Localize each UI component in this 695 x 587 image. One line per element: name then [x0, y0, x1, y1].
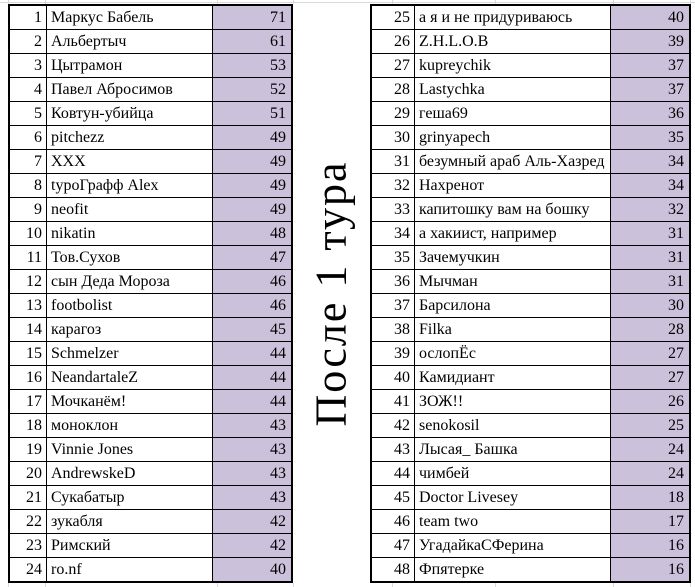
rank-cell[interactable]: 16: [10, 366, 47, 389]
score-cell[interactable]: 42: [213, 534, 291, 557]
table-row: [372, 150, 689, 174]
rank-cell[interactable]: 29: [372, 102, 415, 125]
name-cell[interactable]: чимбей: [415, 462, 611, 485]
rank-cell[interactable]: 4: [10, 78, 47, 101]
score-cell[interactable]: 27: [611, 366, 689, 389]
rank-cell[interactable]: 8: [10, 174, 47, 197]
name-cell[interactable]: Фпятерке: [415, 558, 611, 581]
table-row: [372, 534, 689, 558]
score-cell[interactable]: 31: [611, 270, 689, 293]
score-cell[interactable]: 49: [213, 198, 291, 221]
name-cell[interactable]: Римский: [47, 534, 213, 557]
score-cell[interactable]: 43: [213, 462, 291, 485]
round-title: После 1 тура: [307, 160, 357, 427]
rank-cell[interactable]: 18: [10, 414, 47, 437]
name-cell[interactable]: Vinnie Jones: [47, 438, 213, 461]
name-cell[interactable]: senokosil: [415, 414, 611, 437]
rank-cell[interactable]: 10: [10, 222, 47, 245]
score-cell[interactable]: 71: [213, 6, 291, 29]
name-cell[interactable]: NeandartaleZ: [47, 366, 213, 389]
table-row: [372, 390, 689, 414]
rank-cell[interactable]: 27: [372, 54, 415, 77]
table-row: [10, 558, 291, 581]
rank-cell[interactable]: 14: [10, 318, 47, 341]
table-row: [372, 510, 689, 534]
gridline: [0, 2, 695, 3]
table-row: [10, 294, 291, 318]
rank-cell[interactable]: 24: [10, 558, 47, 581]
score-cell[interactable]: 53: [213, 54, 291, 77]
name-cell[interactable]: Lastychka: [415, 78, 611, 101]
name-cell[interactable]: Барсилона: [415, 294, 611, 317]
name-cell[interactable]: XXX: [47, 150, 213, 173]
table-row: [10, 198, 291, 222]
score-cell[interactable]: 46: [213, 294, 291, 317]
name-cell[interactable]: УгадайкаСФерина: [415, 534, 611, 557]
table-row: [10, 246, 291, 270]
rank-cell[interactable]: 17: [10, 390, 47, 413]
score-cell[interactable]: 44: [213, 390, 291, 413]
rank-cell[interactable]: 21: [10, 486, 47, 509]
table-row: [372, 414, 689, 438]
name-cell[interactable]: nikatin: [47, 222, 213, 245]
name-cell[interactable]: Тов.Сухов: [47, 246, 213, 269]
table-row: [10, 342, 291, 366]
rank-cell[interactable]: 25: [372, 6, 415, 29]
name-cell[interactable]: Сукабатыр: [47, 486, 213, 509]
name-cell[interactable]: безумный араб Аль-Хазред: [415, 150, 611, 173]
name-cell[interactable]: Doctor Livesey: [415, 486, 611, 509]
rank-cell[interactable]: 47: [372, 534, 415, 557]
name-cell[interactable]: Ковтун-убийца: [47, 102, 213, 125]
name-cell[interactable]: ослопЁс: [415, 342, 611, 365]
rank-cell[interactable]: 43: [372, 438, 415, 461]
score-cell[interactable]: 45: [213, 318, 291, 341]
name-cell[interactable]: ro.nf: [47, 558, 213, 581]
score-cell[interactable]: 47: [213, 246, 291, 269]
table-row: [372, 126, 689, 150]
table-row: [10, 6, 291, 30]
table-row: [10, 30, 291, 54]
table-row: [372, 198, 689, 222]
rank-cell[interactable]: 26: [372, 30, 415, 53]
score-cell[interactable]: 40: [213, 558, 291, 581]
name-cell[interactable]: а хакиист, например: [415, 222, 611, 245]
score-cell[interactable]: 27: [611, 342, 689, 365]
rank-cell[interactable]: 40: [372, 366, 415, 389]
rank-cell[interactable]: 23: [10, 534, 47, 557]
rank-cell[interactable]: 36: [372, 270, 415, 293]
name-cell[interactable]: Альбертыч: [47, 30, 213, 53]
score-cell[interactable]: 28: [611, 318, 689, 341]
table-row: [372, 342, 689, 366]
rank-cell[interactable]: 44: [372, 462, 415, 485]
score-cell[interactable]: 39: [611, 30, 689, 53]
table-row: [10, 534, 291, 558]
name-cell[interactable]: AndrewskeD: [47, 462, 213, 485]
rank-cell[interactable]: 41: [372, 390, 415, 413]
score-cell[interactable]: 48: [213, 222, 291, 245]
rank-cell[interactable]: 33: [372, 198, 415, 221]
table-row: [372, 6, 689, 30]
name-cell[interactable]: Мочканём!: [47, 390, 213, 413]
table-row: [372, 486, 689, 510]
rank-cell[interactable]: 39: [372, 342, 415, 365]
table-row: [372, 462, 689, 486]
ranking-table-left: [8, 4, 293, 583]
name-cell[interactable]: а я и не придуриваюсь: [415, 6, 611, 29]
table-row: [10, 222, 291, 246]
table-row: [10, 174, 291, 198]
table-row: [10, 270, 291, 294]
name-cell[interactable]: Schmelzer: [47, 342, 213, 365]
score-cell[interactable]: 37: [611, 78, 689, 101]
rank-cell[interactable]: 34: [372, 222, 415, 245]
name-cell[interactable]: Лысая_ Башка: [415, 438, 611, 461]
table-row: [372, 78, 689, 102]
name-cell[interactable]: Z.H.L.O.B: [415, 30, 611, 53]
rank-cell[interactable]: 48: [372, 558, 415, 581]
score-cell[interactable]: 32: [611, 198, 689, 221]
table-row: [10, 414, 291, 438]
rank-cell[interactable]: 2: [10, 30, 47, 53]
name-cell[interactable]: typoГрафф Alex: [47, 174, 213, 197]
score-cell[interactable]: 52: [213, 78, 291, 101]
rank-cell[interactable]: 13: [10, 294, 47, 317]
rank-cell[interactable]: 15: [10, 342, 47, 365]
table-row: [372, 102, 689, 126]
rank-cell[interactable]: 28: [372, 78, 415, 101]
rank-cell[interactable]: 38: [372, 318, 415, 341]
name-cell[interactable]: карагоз: [47, 318, 213, 341]
rank-cell[interactable]: 19: [10, 438, 47, 461]
table-row: [10, 150, 291, 174]
name-cell[interactable]: Цытрамон: [47, 54, 213, 77]
rank-cell[interactable]: 37: [372, 294, 415, 317]
name-cell[interactable]: Камидиант: [415, 366, 611, 389]
table-row: [10, 366, 291, 390]
rank-cell[interactable]: 6: [10, 126, 47, 149]
table-row: [372, 246, 689, 270]
table-row: [372, 438, 689, 462]
rank-cell[interactable]: 11: [10, 246, 47, 269]
score-cell[interactable]: 37: [611, 54, 689, 77]
table-row: [372, 294, 689, 318]
rank-cell[interactable]: 1: [10, 6, 47, 29]
rank-cell[interactable]: 22: [10, 510, 47, 533]
rank-cell[interactable]: 35: [372, 246, 415, 269]
rank-cell[interactable]: 42: [372, 414, 415, 437]
rank-cell[interactable]: 30: [372, 126, 415, 149]
score-cell[interactable]: 36: [611, 102, 689, 125]
score-cell[interactable]: 31: [611, 246, 689, 269]
table-row: [372, 558, 689, 581]
table-row: [10, 78, 291, 102]
name-cell[interactable]: Мычман: [415, 270, 611, 293]
table-row: [372, 54, 689, 78]
rank-cell[interactable]: 46: [372, 510, 415, 533]
score-cell[interactable]: 24: [611, 438, 689, 461]
score-cell[interactable]: 43: [213, 486, 291, 509]
score-cell[interactable]: 49: [213, 150, 291, 173]
rank-cell[interactable]: 32: [372, 174, 415, 197]
table-row: [10, 54, 291, 78]
name-cell[interactable]: ЗОЖ!!: [415, 390, 611, 413]
rank-cell[interactable]: 12: [10, 270, 47, 293]
name-cell[interactable]: моноклон: [47, 414, 213, 437]
name-cell[interactable]: grinyapech: [415, 126, 611, 149]
score-cell[interactable]: 61: [213, 30, 291, 53]
table-row: [10, 126, 291, 150]
table-row: [372, 174, 689, 198]
table-row: [372, 366, 689, 390]
score-cell[interactable]: 18: [611, 486, 689, 509]
name-cell[interactable]: Filka: [415, 318, 611, 341]
table-row: [372, 270, 689, 294]
rank-cell[interactable]: 7: [10, 150, 47, 173]
name-cell[interactable]: Нахренот: [415, 174, 611, 197]
name-cell[interactable]: Маркус Бабель: [47, 6, 213, 29]
score-cell[interactable]: 16: [611, 558, 689, 581]
score-cell[interactable]: 30: [611, 294, 689, 317]
name-cell[interactable]: neofit: [47, 198, 213, 221]
rank-cell[interactable]: 9: [10, 198, 47, 221]
name-cell[interactable]: геша69: [415, 102, 611, 125]
table-row: [10, 486, 291, 510]
name-cell[interactable]: pitchezz: [47, 126, 213, 149]
table-row: [372, 30, 689, 54]
score-cell[interactable]: 44: [213, 342, 291, 365]
score-cell[interactable]: 17: [611, 510, 689, 533]
name-cell[interactable]: зукабля: [47, 510, 213, 533]
score-cell[interactable]: 51: [213, 102, 291, 125]
table-row: [10, 390, 291, 414]
name-cell[interactable]: сын Деда Мороза: [47, 270, 213, 293]
score-cell[interactable]: 49: [213, 126, 291, 149]
rank-cell[interactable]: 3: [10, 54, 47, 77]
rank-cell[interactable]: 45: [372, 486, 415, 509]
table-row: [372, 318, 689, 342]
score-cell[interactable]: 43: [213, 438, 291, 461]
name-cell[interactable]: kupreychik: [415, 54, 611, 77]
name-cell[interactable]: Павел Абросимов: [47, 78, 213, 101]
score-cell[interactable]: 46: [213, 270, 291, 293]
name-cell[interactable]: footbolist: [47, 294, 213, 317]
score-cell[interactable]: 26: [611, 390, 689, 413]
table-row: [10, 102, 291, 126]
score-cell[interactable]: 49: [213, 174, 291, 197]
rank-cell[interactable]: 20: [10, 462, 47, 485]
score-cell[interactable]: 40: [611, 6, 689, 29]
name-cell[interactable]: team two: [415, 510, 611, 533]
name-cell[interactable]: Зачемучкин: [415, 246, 611, 269]
ranking-table-right: [370, 4, 691, 583]
round-title-cell[interactable]: [293, 4, 370, 583]
table-row: [10, 510, 291, 534]
score-cell[interactable]: 34: [611, 150, 689, 173]
name-cell[interactable]: капитошку вам на бошку: [415, 198, 611, 221]
rank-cell[interactable]: 31: [372, 150, 415, 173]
table-row: [10, 318, 291, 342]
rank-cell[interactable]: 5: [10, 102, 47, 125]
score-cell[interactable]: 42: [213, 510, 291, 533]
table-row: [10, 438, 291, 462]
score-cell[interactable]: 24: [611, 462, 689, 485]
table-row: [10, 462, 291, 486]
score-cell[interactable]: 25: [611, 414, 689, 437]
table-row: [372, 222, 689, 246]
score-cell[interactable]: 44: [213, 366, 291, 389]
score-cell[interactable]: 43: [213, 414, 291, 437]
score-cell[interactable]: 35: [611, 126, 689, 149]
score-cell[interactable]: 16: [611, 534, 689, 557]
score-cell[interactable]: 34: [611, 174, 689, 197]
score-cell[interactable]: 31: [611, 222, 689, 245]
